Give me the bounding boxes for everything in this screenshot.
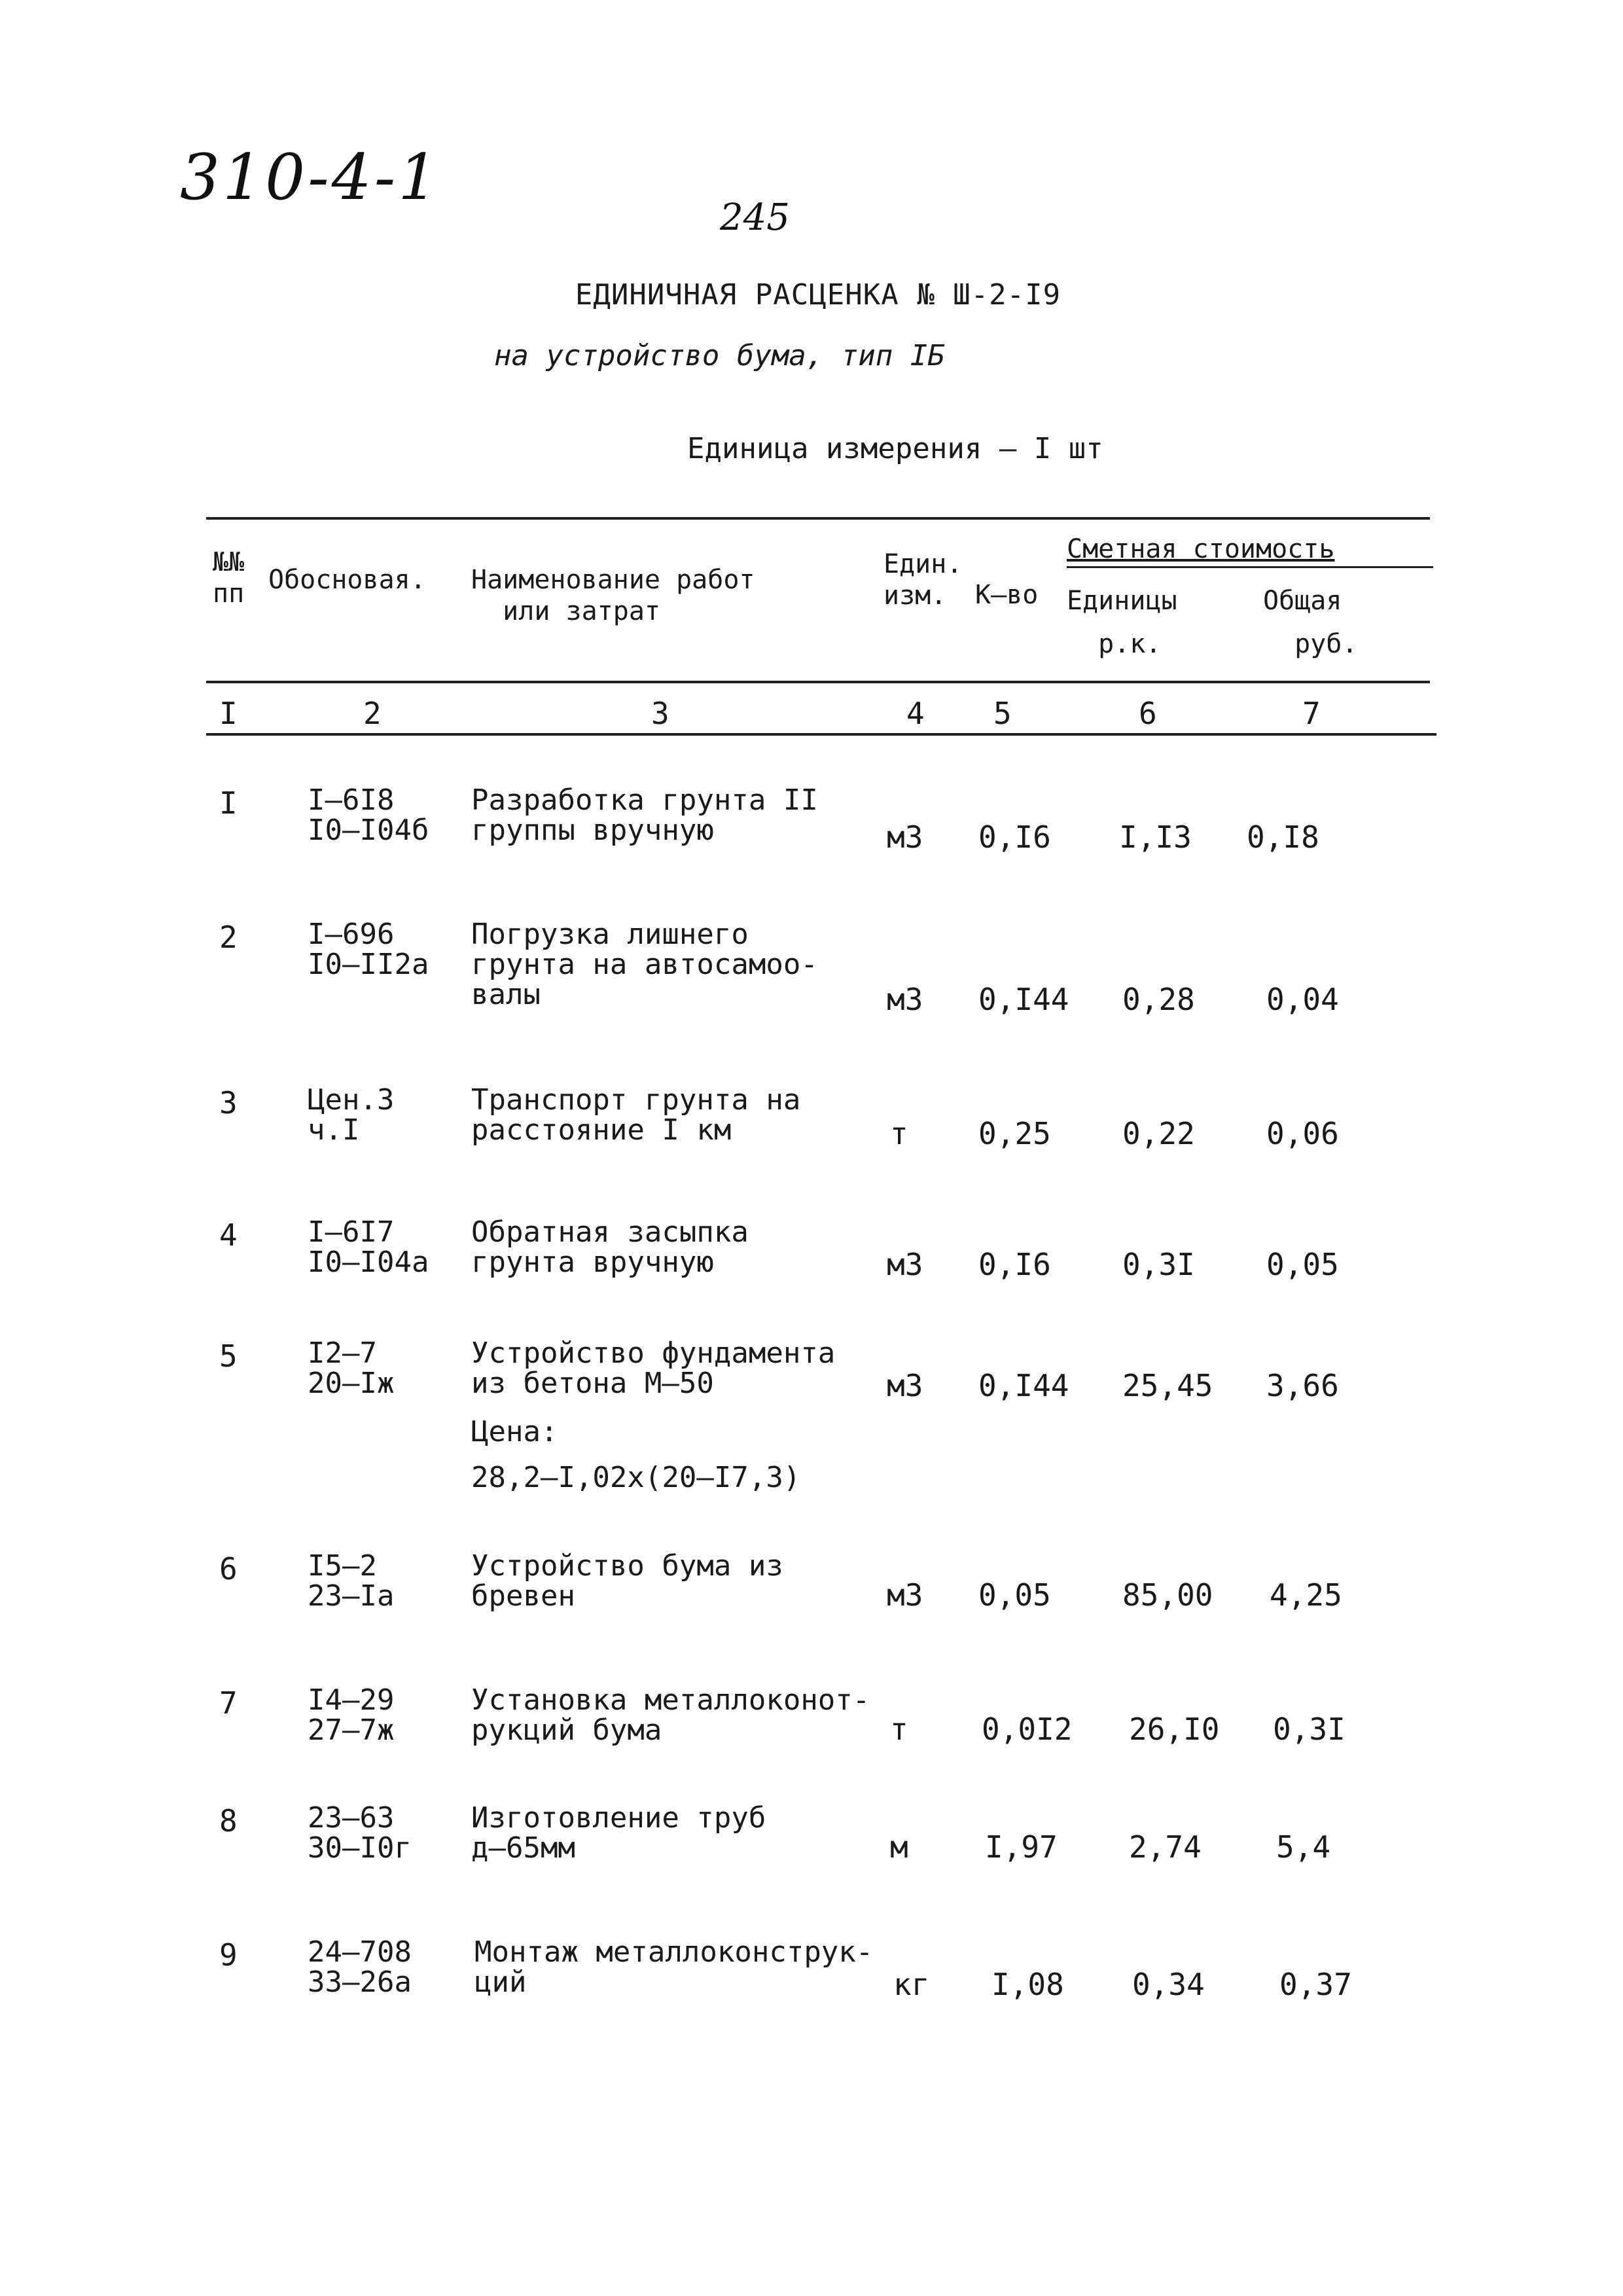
row-unit: м xyxy=(890,1829,908,1865)
row-basis: I2–7 20–Iж xyxy=(308,1336,395,1400)
row-unit-price: I,I3 xyxy=(1119,819,1192,855)
row-basis: 23–63 30–I0г xyxy=(308,1801,412,1865)
row-total: 0,05 xyxy=(1266,1247,1339,1282)
row-unit: м3 xyxy=(887,1577,923,1613)
row-qty: 0,I6 xyxy=(978,1247,1051,1282)
header-col-name: Наименование работ или затрат xyxy=(471,565,755,626)
column-number-3: 3 xyxy=(651,696,669,731)
unit-of-measure-line: Единица измерения – I шт xyxy=(687,432,1103,465)
cost-group-rule xyxy=(1067,566,1433,568)
header-col-basis: Обосновая. xyxy=(268,565,426,595)
row-number: 9 xyxy=(219,1937,238,1973)
row-unit: т xyxy=(890,1116,908,1151)
page-number: 245 xyxy=(720,196,790,239)
row-qty: 0,I44 xyxy=(978,1368,1069,1403)
column-number-7: 7 xyxy=(1302,696,1321,731)
row-number: 4 xyxy=(219,1217,238,1253)
column-number-4: 4 xyxy=(906,696,925,731)
document-subtitle: на устройство бума, тип IБ xyxy=(494,339,945,372)
row-basis: I–6I7 I0–I04а xyxy=(308,1215,429,1279)
row-unit-price: 25,45 xyxy=(1122,1368,1213,1403)
row-unit-price: 0,22 xyxy=(1122,1116,1195,1151)
row-total: 0,37 xyxy=(1279,1967,1352,2002)
row-qty: 0,05 xyxy=(978,1577,1051,1613)
row-total: 0,06 xyxy=(1266,1116,1339,1151)
column-numbers-rule xyxy=(206,733,1436,736)
column-number-2: 2 xyxy=(363,696,382,731)
header-col-total: Общая руб. xyxy=(1263,586,1358,659)
column-number-1: I xyxy=(219,696,238,731)
row-unit-price: 0,34 xyxy=(1132,1967,1205,2002)
row-name: Разработка грунта II группы вручную xyxy=(471,783,818,847)
row-unit-price: 85,00 xyxy=(1122,1577,1213,1613)
row-name: Установка металлоконот- рукций бума xyxy=(471,1683,870,1747)
row-qty: I,08 xyxy=(991,1967,1064,2002)
row-qty: I,97 xyxy=(985,1829,1058,1865)
row-unit: м3 xyxy=(887,1368,923,1403)
row-unit: т xyxy=(890,1712,908,1747)
row-name: Устройство фундамента из бетона М–50 xyxy=(471,1336,836,1400)
row-basis: Цен.3 ч.I xyxy=(308,1083,395,1147)
row-unit-price: 0,28 xyxy=(1122,982,1195,1017)
row-name: Погрузка лишнего грунта на автосамоо- валы xyxy=(471,918,818,1011)
row-qty: 0,0I2 xyxy=(982,1712,1073,1747)
row-total: 3,66 xyxy=(1266,1368,1339,1403)
header-col-qty: К–во xyxy=(975,580,1039,610)
row-number: 6 xyxy=(219,1551,238,1587)
row-unit-price: 0,3I xyxy=(1122,1247,1195,1282)
row-number: 2 xyxy=(219,920,238,955)
header-col-unit-price: Единицы р.к. xyxy=(1067,586,1177,659)
row-unit-price: 2,74 xyxy=(1129,1829,1202,1865)
row-total: 0,I8 xyxy=(1247,819,1319,855)
row-unit: м3 xyxy=(887,1247,923,1282)
row-total: 5,4 xyxy=(1276,1829,1331,1865)
row-qty: 0,I6 xyxy=(978,819,1051,855)
row-number: 5 xyxy=(219,1338,238,1374)
row-unit-price: 26,I0 xyxy=(1129,1712,1220,1747)
document-code: 310-4-1 xyxy=(180,141,441,214)
row-total: 0,3I xyxy=(1273,1712,1346,1747)
row-name: Обратная засыпка грунта вручную xyxy=(471,1215,749,1279)
table-top-rule xyxy=(206,517,1430,520)
row-name: Устройство бума из бревен xyxy=(471,1549,783,1613)
row-number: 3 xyxy=(219,1085,238,1121)
row-unit: м3 xyxy=(887,819,923,855)
row-basis: I–696 I0–II2а xyxy=(308,918,429,981)
column-number-5: 5 xyxy=(993,696,1012,731)
row-basis: I–6I8 I0–I04б xyxy=(308,783,429,847)
row-qty: 0,25 xyxy=(978,1116,1051,1151)
document-title: ЕДИНИЧНАЯ РАСЦЕНКА № Ш-2-I9 xyxy=(575,278,1061,312)
row-basis: 24–708 33–26а xyxy=(308,1935,412,1999)
row-name: Транспорт грунта на расстояние I км xyxy=(471,1083,801,1147)
row-number: I xyxy=(219,785,238,821)
header-bottom-rule xyxy=(206,681,1430,683)
row-total: 0,04 xyxy=(1266,982,1339,1017)
row-number: 7 xyxy=(219,1685,238,1721)
row-price-note-formula: 28,2–I,02х(20–I7,3) xyxy=(471,1461,801,1494)
column-number-6: 6 xyxy=(1139,696,1157,731)
row-basis: I5–2 23–Iа xyxy=(308,1549,395,1613)
row-name: Монтаж металлоконструк- ций xyxy=(474,1935,874,1999)
row-unit: м3 xyxy=(887,982,923,1017)
header-col-number: №№ пп xyxy=(213,547,245,609)
row-total: 4,25 xyxy=(1270,1577,1342,1613)
row-unit: кг xyxy=(893,1967,930,2002)
header-col-unit: Един. изм. xyxy=(883,549,963,611)
row-number: 8 xyxy=(219,1803,238,1839)
header-cost-group: Сметная стоимость xyxy=(1067,534,1335,564)
row-price-note-label: Цена: xyxy=(471,1415,558,1448)
row-name: Изготовление труб д–65мм xyxy=(471,1801,766,1865)
row-qty: 0,I44 xyxy=(978,982,1069,1017)
row-basis: I4–29 27–7ж xyxy=(308,1683,395,1747)
